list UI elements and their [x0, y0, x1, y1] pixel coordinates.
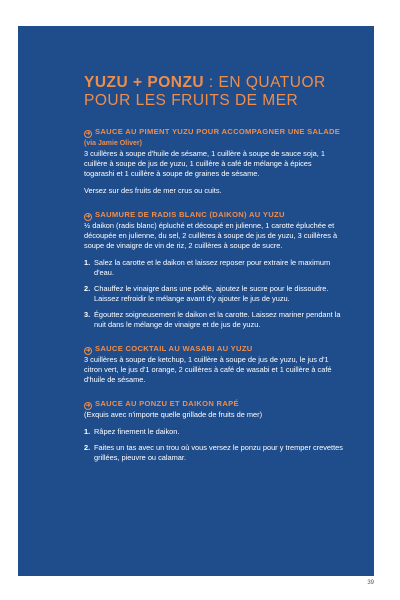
section-heading: SAUCE COCKTAIL AU WASABI AU YUZU — [95, 344, 253, 353]
section-heading: SAUMURE DE RADIS BLANC (DAIKON) AU YUZU — [95, 210, 285, 219]
arrow-circle-icon: ➜ — [85, 214, 91, 220]
section-body: 3 cuillères à soupe d'huile de sésame, 1 cuillère à soupe de sauce soja, 1 cuillère à soupe de jus de yuzu, 1 cuillère à café de mélange à épices togarashi et 1 cuillère à soupe de graines de sésame. — [84, 149, 325, 178]
steps-list — [84, 427, 344, 463]
section-daikon-brine — [84, 210, 344, 330]
recipe-panel — [18, 26, 374, 576]
step-item: 2. Chauffez le vinaigre dans une poêle, ajoutez le sucre pour le dissoudre. Laissez refroidir le mélange avant d'y ajouter le jus de yuzu. — [84, 284, 329, 303]
section-body: 3 cuillères à soupe de ketchup, 1 cuillère à soupe de jus de yuzu, le jus d'1 citron vert, le jus d'1 orange, 2 cuillères à café de wasabi et 1 cuillère à café d'huile de sésame. — [84, 355, 332, 384]
section-ponzu-daikon-sauce — [84, 399, 344, 463]
page-number: 39 — [367, 580, 374, 586]
step-item: 3. Égouttez soigneusement le daikon et la carotte. Laissez mariner pendant la nuit dans le mélange de vinaigre et de jus de yuzu. — [84, 310, 341, 329]
section-body: (Exquis avec n'importe quelle grillade de fruits de mer) — [84, 410, 263, 419]
section-body: ½ daikon (radis blanc) épluché et découpé en julienne, 1 carotte épluchée et découpée en julienne, du sel, 2 cuillères à soupe de jus de yuzu, 3 cuillères à soupe de vinaigre de vin de riz, 2 cuillères à soupe de sucre. — [84, 221, 338, 250]
section-heading: SAUCE AU PONZU ET DAIKON RAPÉ — [95, 399, 239, 408]
section-heading-note: (via Jamie Oliver) — [84, 140, 142, 147]
page-title — [84, 74, 344, 110]
steps-list — [84, 258, 344, 330]
step-item: 1. Râpez finement le daikon. — [84, 427, 180, 436]
title-line2: POUR LES FRUITS DE MER — [84, 92, 299, 109]
arrow-circle-icon: ➜ — [85, 348, 91, 354]
step-item: 1. Salez la carotte et le daikon et laissez reposer pour extraire le maximum d'eau. — [84, 258, 331, 277]
step-item: 2. Faites un tas avec un trou où vous versez le ponzu pour y tremper crevettes grillées, pieuvre ou calamar. — [84, 443, 343, 462]
section-yuzu-chili-sauce — [84, 127, 344, 196]
section-heading: SAUCE AU PIMENT YUZU POUR ACCOMPAGNER UNE SALADE — [95, 127, 341, 136]
arrow-circle-icon: ➜ — [85, 403, 91, 409]
section-body-2: Versez sur des fruits de mer crus ou cuits. — [84, 186, 222, 195]
section-wasabi-cocktail-sauce — [84, 344, 344, 385]
title-rest: : EN QUATUOR — [204, 74, 326, 91]
title-bold: YUZU + PONZU — [84, 74, 205, 91]
arrow-circle-icon: ➜ — [85, 131, 91, 137]
